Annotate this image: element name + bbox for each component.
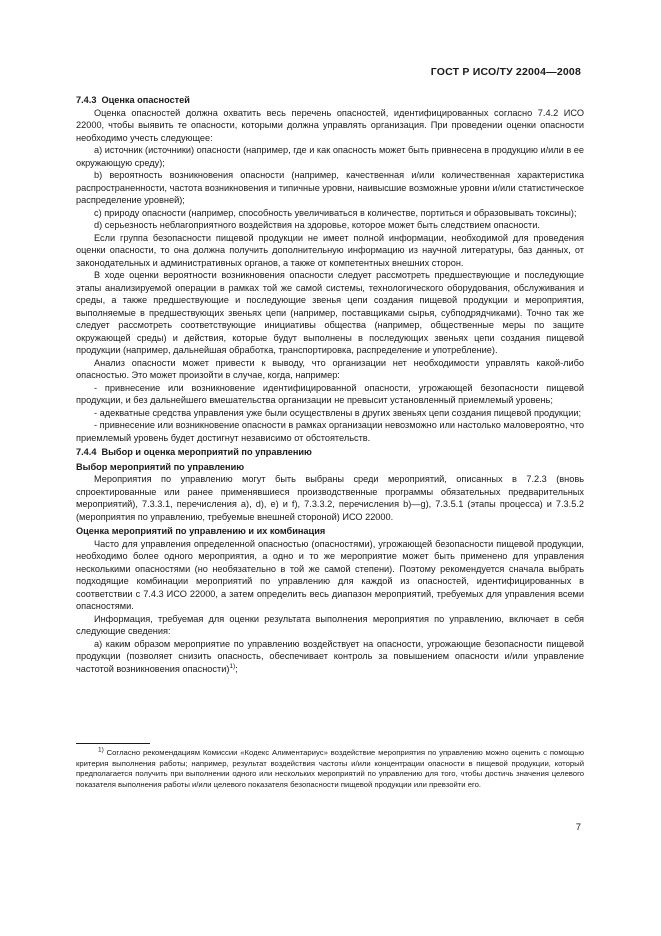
list-item: - привнесение или возникновение опасности в рамках организации невозможно или настолько маловероятно, что приемлемый уровень будет достигнут независимо от обстоятельств. — [76, 420, 584, 443]
list-item-text: a) каким образом мероприятие по управлению воздействует на опасности, угрожающие безопасности пищевой продукции (позволяет снизить опасность, обеспечивает контроль за повышением опасности и/или управление частотой возникновения опасности) — [76, 638, 584, 674]
section-number: 7.4.3 — [76, 95, 97, 105]
paragraph: Часто для управления определенной опасностью (опасностями), угрожающей безопасности пищевой продукции, необходимо более одного мероприятия, а одно и то же мероприятие может быть применено для управления несколькими опасностями (но необязательно в той же самой степени). Поэтому рекомендуется сначала выбрать подходящие комбинации мероприятий по управлению для каждой из опасностей, идентифицированных в соответствии с 7.4.3 ИСО 22000, а затем определить весь диапазон мероприятий, требуемых для управления всеми опасностями. — [76, 538, 584, 611]
list-item: a) источник (источники) опасности (например, где и как опасность может быть привнесена в продукцию и/или в ее окружающую среду); — [76, 145, 584, 168]
paragraph: В ходе оценки вероятности возникновения опасности следует рассмотреть предшествующие и последующие этапы анализируемой операции в рамках той же самой системы, технологического оборудования, обслуживания и среды, а также предшествующие и последующие звенья цепи создания пищевой продукции и мероприятия, выполняемые в предшествующих звеньях цепи (например, поставщиками сырья, субподрядчиками). Точно так же следует рассмотреть соответствующие инициативы общества (например, общественные меры по защите окружающей среды) и действия, которые будут выполнены в последующих звеньях цепи создания пищевой продукции (например, дальнейшая обработка, транспортировка, распределение и употребление). — [76, 270, 584, 355]
main-content — [76, 92, 584, 675]
subheading-selection: Выбор мероприятий по управлению — [76, 461, 245, 472]
list-item: c) природу опасности (например, способность увеличиваться в количестве, портиться и образовывать токсины); — [94, 207, 577, 218]
paragraph: Анализ опасности может привести к выводу, что организации нет необходимости управлять какой-либо опасностью. Это может произойти в случае, когда, например: — [76, 357, 584, 380]
section-number: 7.4.4 — [76, 447, 97, 457]
section-heading-7-4-4 — [76, 446, 584, 459]
footnote-reference[interactable]: 1) — [229, 662, 236, 670]
list-item: d) серьезность неблагоприятного воздействия на здоровье, которое может быть следствием опасности. — [94, 220, 540, 230]
paragraph: Если группа безопасности пищевой продукции не имеет полной информации, необходимой для проведения оценки опасности, то она должна получить дополнительную информацию из научной литературы, баз данных, от законодательных и административных органов, а также от компетентных внешних сторон. — [76, 232, 584, 268]
list-item: - привнесение или возникновение идентифицированной опасности, угрожающей безопасности пищевой продукции, и без дальнейшего вмешательства организации не превысит установленный приемлемый уровень; — [76, 382, 584, 405]
footnote-text: Согласно рекомендациям Комиссии «Кодекс Алиментариус» воздействие мероприятия по управлению можно оценить с помощью критерия выполнения работы; например, результат воздействия частоты и/или концентрации опасности в пищевой продукции, который предполагается получить при выполнении одного или нескольких мероприятий по управлению для того, чтобы достичь значения целевого показателя выполнения работы и/или целевого показателя безопасности пищевой продукции или превзойти его. — [76, 748, 584, 789]
page-number: 7 — [575, 822, 581, 833]
list-item: - адекватные средства управления уже были осуществлены в других звеньях цепи создания пищевой продукции; — [94, 407, 582, 418]
section-title: Выбор и оценка мероприятий по управлению — [101, 447, 312, 457]
section-heading-7-4-3 — [76, 94, 584, 107]
list-item: b) вероятность возникновения опасности (например, качественная и/или количественная характеристика распространенности, частота возникновения и типичные уровни, наивысшие возможные уровни и/или статистическое распределение уровней); — [76, 170, 584, 205]
section-title: Оценка опасностей — [101, 95, 190, 105]
footnote — [76, 748, 584, 790]
document-header: ГОСТ Р ИСО/ТУ 22004—2008 — [430, 66, 581, 78]
paragraph: Мероприятия по управлению могут быть выбраны среди мероприятий, описанных в 7.2.3 (вновь спроектированные или ранее применявшиеся производственные программы обязательных предварительных мероприятий), 7.3.3.1, перечисления a), d), e) и f), 7.3.3.2, перечисления b)—g), 7.3.5.1 (этапы процесса) и 7.3.5.2 (мероприятия по управлению, требуемые внешней стороной) ИСО 22000. — [76, 474, 584, 522]
subheading-assessment: Оценка мероприятий по управлению и их комбинация — [76, 526, 326, 536]
list-item — [76, 638, 584, 676]
paragraph: Оценка опасностей должна охватить весь перечень опасностей, идентифицированных согласно 7.4.2 ИСО 22000, чтобы выявить те опасности, которыми должна управлять организация. При проведении оценки опасности необходимо учесть следующее: — [76, 107, 584, 143]
footnote-separator — [76, 743, 150, 744]
list-item-end: ; — [235, 663, 238, 674]
footnote-marker: 1) — [98, 746, 104, 754]
paragraph: Информация, требуемая для оценки результата выполнения мероприятия по управлению, включает в себя следующие сведения: — [76, 613, 584, 636]
